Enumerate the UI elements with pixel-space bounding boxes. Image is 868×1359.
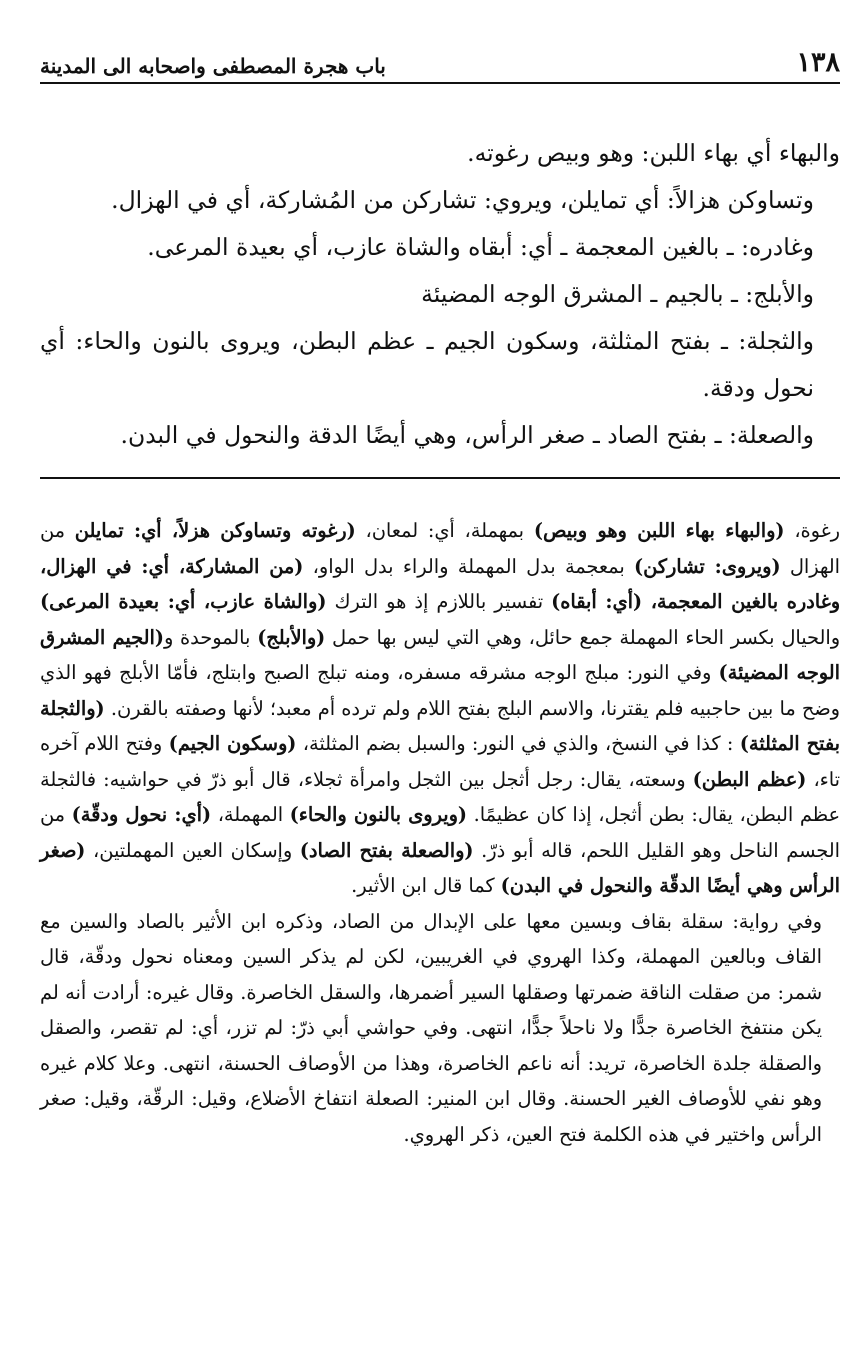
- footnote-quote: (والبهاء بهاء اللبن وهو وبيص): [533, 519, 785, 542]
- footnote-text: المهملة،: [211, 803, 290, 826]
- footnote-text: من الجسم الناحل وهو القليل اللحم، قاله أبو ذرّ.: [40, 803, 840, 862]
- main-paragraph: وتساوكن هزالاً: أي تمايلن، ويروي: تشاركن من المُشاركة، أي في الهزال.: [111, 186, 814, 214]
- footnote-quote: (والصعلة بفتح الصاد): [299, 838, 474, 862]
- footnote-text: وسعته، يقال: رجل أثجل بين الثجل وامرأة ثجلاء، قال أبو ذرّ في حواشيه: فالثجلة عظم البطن، يقال: بطن أثجل، إذا كان عظيمًا.: [40, 767, 840, 826]
- footnote-text: والحيال بكسر الحاء المهملة جمع حائل، وهي التي ليس بها حمل: [325, 625, 841, 649]
- footnote-text: بمعجمة بدل المهملة والراء بدل الواو،: [303, 554, 634, 578]
- footnote-quote: (والشاة عازب، أي: بعيدة المرعى): [40, 590, 327, 613]
- footnote-paragraph: [40, 513, 840, 904]
- footnote-text: تفسير باللازم إذ هو الترك: [326, 590, 552, 613]
- footnote-text: من الهزال: [40, 519, 840, 578]
- footnote-quote: (عظم البطن): [692, 767, 807, 791]
- footnote-text: : كذا في النسخ، والذي في النور: والسبل بضم المثلثة،: [296, 732, 740, 755]
- footnote-text: وإسكان العين المهملتين،: [85, 838, 300, 862]
- footnote-quote: (والثجلة بفتح المثلثة): [40, 696, 840, 755]
- footnote-text: بالموحدة و: [163, 625, 258, 649]
- footnote-separator: [40, 477, 840, 479]
- page-number: ١٣٨: [796, 47, 840, 78]
- page-header: [40, 40, 840, 78]
- header-rule: [40, 82, 840, 84]
- footnote-text: بمهملة، أي: لمعان،: [355, 519, 534, 542]
- footnote-commentary: [40, 513, 840, 1152]
- main-paragraph: والبهاء أي بهاء اللبن: وهو وبيص رغوته.: [467, 139, 840, 167]
- footnote-text: وفتح اللام آخره تاء،: [40, 732, 840, 791]
- footnote-quote: (من المشاركة، أي: في الهزال، وغادره بالغين المعجمة، (أي: أبقاه): [40, 554, 841, 613]
- main-paragraph: والثجلة: ـ بفتح المثلثة، وسكون الجيم ـ عظم البطن، ويروى بالنون والحاء: أي نحول ودقة.: [40, 327, 814, 402]
- footnote-quote: (والأبلج): [257, 625, 326, 649]
- footnote-quote: (وسكون الجيم): [168, 732, 297, 755]
- footnote-quote: (الجيم المشرق الوجه المضيئة): [40, 625, 840, 684]
- footnote-text: وفي النور: مبلج الوجه مشرقه مسفره، ومنه تبلج الصبح وابتلج، فأمّا الأبلج فهو الذي وضح ما بين حاجبيه فلم يقترنا، والاسم البلج بفتح اللام ولم ترده أم معبد؛ لأنها وصفته بالقرن.: [40, 661, 840, 720]
- footnote-quote: (صغر الرأس وهي أيضًا الدقّة والنحول في البدن): [40, 838, 840, 897]
- footnote-quote: (ويروى بالنون والحاء): [289, 803, 468, 826]
- footnote-quote: (أي: نحول ودقّة): [71, 803, 212, 826]
- main-paragraph: والأبلج: ـ بالجيم ـ المشرق الوجه المضيئة: [421, 280, 814, 308]
- main-paragraph: وغادره: ـ بالغين المعجمة ـ أي: أبقاه والشاة عازب، أي بعيدة المرعى.: [147, 233, 814, 261]
- footnote-quote: (رغوته وتساوكن هزلاً، أي: تمايلن: [74, 519, 356, 542]
- footnote-paragraph: وفي رواية: سقلة بقاف وبسين معها على الإبدال من الصاد، وذكره ابن الأثير بالصاد والسين مع القاف وبالعين المهملة، وكذا الهروي في الغريبين، لكن لم يذكر السين ومعناه نحول ودقّة، قال شمر: من صقلت الناقة ضمرتها وصقلها السير أضمرها، والسقل الخاصرة. وقال غيره: أرادت أنه لم يكن منتفخ الخاصرة جدًّا ولا ناحلاً جدًّا، انتهى. وفي حواشي أبي ذرّ: لم تزر، أي: لم تقصر، والصقل والصقلة جلدة الخاصرة، تريد: أنه ناعم الخاصرة، وهذا من الأوصاف الحسنة، انتهى. وعلا كلام غيره وهو نفي للأوصاف الغير الحسنة. وقال ابن المنير: الصعلة انتفاخ الأضلاع، وقيل: الرقّة، وقيل: صغر الرأس واختير في هذه الكلمة فتح العين، ذكر الهروي.: [40, 909, 822, 1146]
- footnote-text: رغوة،: [784, 519, 840, 542]
- chapter-title: باب هجرة المصطفى واصحابه الى المدينة: [40, 54, 386, 78]
- footnote-text: كما قال ابن الأثير.: [351, 874, 501, 897]
- main-paragraph: والصعلة: ـ بفتح الصاد ـ صغر الرأس، وهي أيضًا الدقة والنحول في البدن.: [120, 421, 814, 449]
- footnote-quote: (ويروى: تشاركن): [634, 554, 781, 578]
- main-text: [40, 130, 840, 459]
